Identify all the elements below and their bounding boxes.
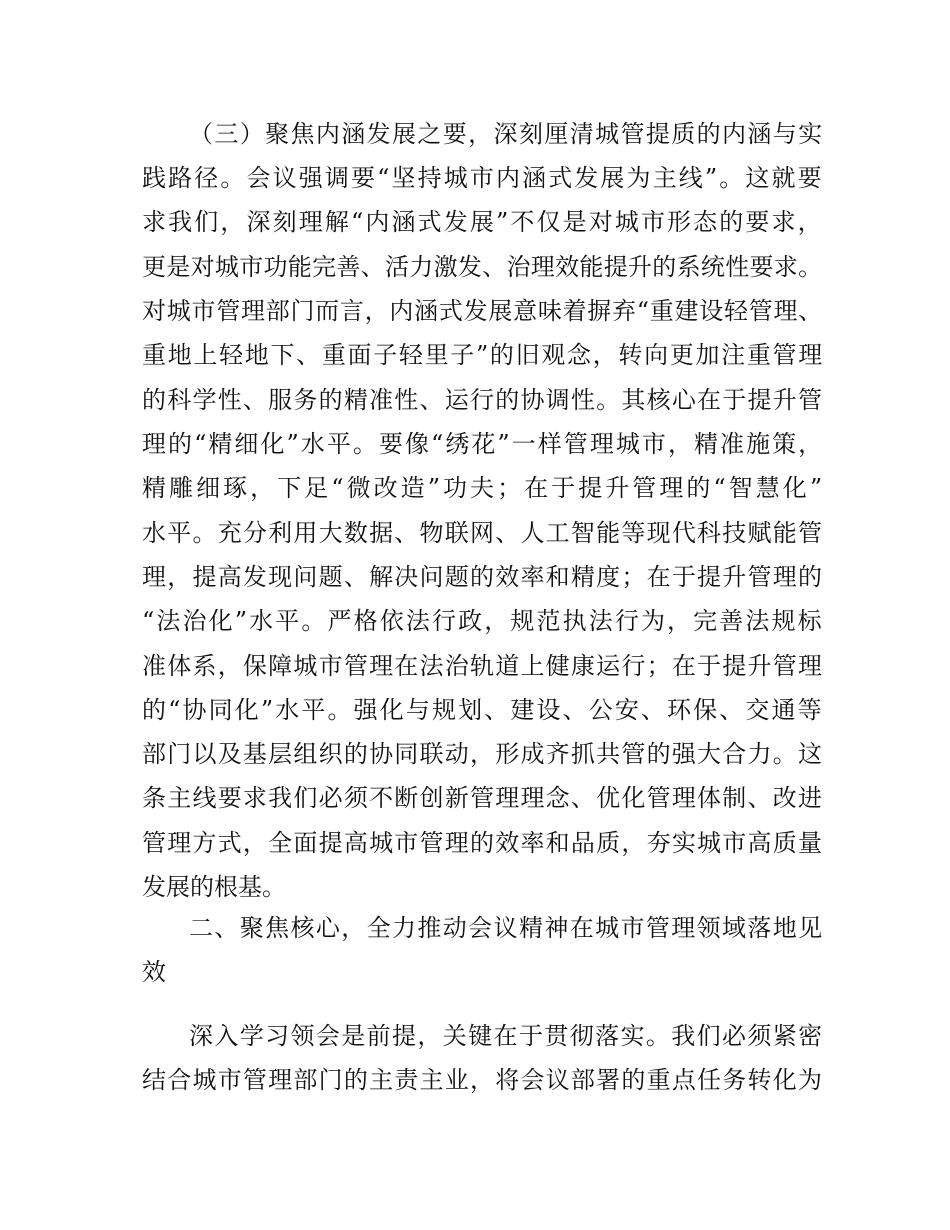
heading-line: 效: [142, 958, 166, 986]
text-line: 管理方式，全面提高城市管理的效率和品质，夯实城市高质量: [142, 829, 824, 857]
text-line: 的“协同化”水平。强化与规划、建设、公安、环保、交通等: [142, 696, 824, 724]
text-line: 精雕细琢，下足“微改造”功夫；在于提升管理的“智慧化”: [142, 474, 826, 502]
text-line: （三）聚焦内涵发展之要，深刻厘清城管提质的内涵与实: [189, 120, 824, 148]
text-line: 部门以及基层组织的协同联动，形成齐抓共管的强大合力。这: [142, 740, 824, 768]
text-line: “法治化”水平。严格依法行政，规范执法行为，完善法规标: [142, 607, 824, 635]
heading-line: 二、聚焦核心，全力推动会议精神在城市管理领域落地见: [189, 914, 824, 942]
section-heading-2: [142, 912, 822, 992]
text-line: 践路径。会议强调要“坚持城市内涵式发展为主线”。这就要: [142, 164, 824, 192]
text-line: 水平。充分利用大数据、物联网、人工智能等现代科技赋能管: [142, 519, 824, 547]
text-line: 重地上轻地下、重面子轻里子”的旧观念，转向更加注重管理: [142, 341, 824, 369]
text-line: 深入学习领会是前提，关键在于贯彻落实。我们必须紧密: [189, 1022, 824, 1050]
text-line: 条主线要求我们必须不断创新管理理念、优化管理体制、改进: [142, 784, 824, 812]
text-line: 更是对城市功能完善、活力激发、治理效能提升的系统性要求。: [142, 253, 823, 281]
text-line: 的科学性、服务的精准性、运行的协调性。其核心在于提升管: [142, 386, 824, 414]
text-line: 理的“精细化”水平。要像“绣花”一样管理城市，精准施策，: [142, 430, 825, 458]
text-line: 发展的根基。: [142, 873, 286, 901]
paragraph-2: [142, 1020, 822, 1100]
paragraph-1-continued: [142, 694, 824, 901]
text-line: 理，提高发现问题、解决问题的效率和精度；在于提升管理的: [142, 563, 824, 591]
text-line: 对城市管理部门而言，内涵式发展意味着摒弃“重建设轻管理、: [142, 297, 823, 325]
text-line: 结合城市管理部门的主责主业，将会议部署的重点任务转化为: [142, 1066, 824, 1094]
text-line: 准体系，保障城市管理在法治轨道上健康运行；在于提升管理: [142, 652, 824, 680]
text-line: 求我们，深刻理解“内涵式发展”不仅是对城市形态的要求，: [142, 208, 824, 236]
paragraph-1: [142, 118, 826, 698]
